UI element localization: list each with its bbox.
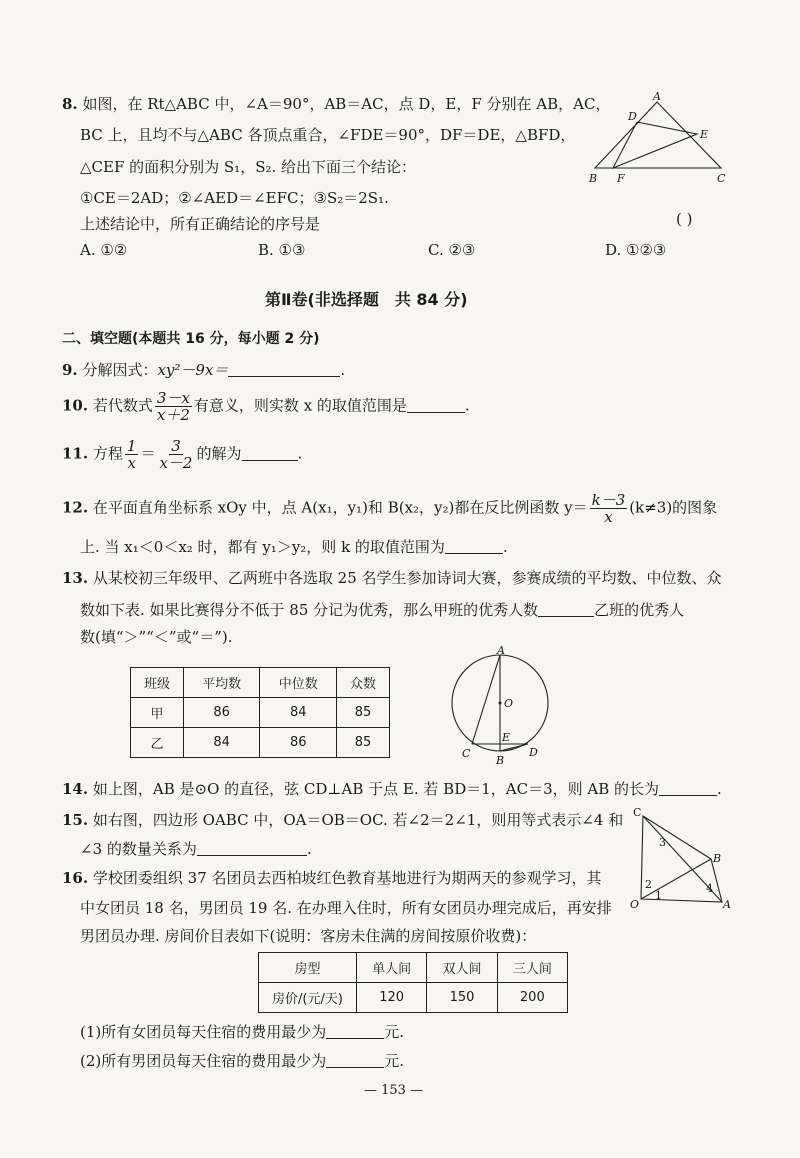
q8-triangle-figure	[585, 90, 735, 190]
q13-label-b: B	[496, 754, 505, 767]
table-row	[259, 953, 568, 983]
q13-label-e: E	[502, 731, 511, 744]
q16-line1: 16. 学校团委组织 37 名团员去西柏坡红色教育基地进行为期两天的参观学习，其	[62, 869, 602, 887]
page-number: — 153 —	[364, 1083, 424, 1098]
table-cell: 甲	[131, 698, 184, 728]
q15-angle-3: 3	[659, 836, 666, 849]
table-cell: 房价/(元/天)	[259, 983, 357, 1013]
table-cell: 85	[337, 698, 390, 728]
q16-line2: 中女团员 18 名，男团员 19 名. 在办理入住时，所有女团员办理完成后，再安排	[80, 899, 612, 917]
q15-line2: ∠3 的数量关系为 .	[80, 840, 312, 858]
table-cell: 200	[497, 983, 567, 1013]
q13-label-a: A	[497, 645, 505, 657]
q9-answer-blank[interactable]	[228, 362, 340, 377]
section-title: 第Ⅱ卷(非选择题 共 84 分)	[265, 290, 468, 309]
q8-line3: △CEF 的面积分别为 S₁，S₂. 给出下面三个结论：	[80, 158, 417, 176]
q8-label-e: E	[700, 128, 709, 141]
table-cell: 86	[260, 728, 337, 758]
q15-label-c: C	[633, 806, 642, 819]
q14: 14. 如上图，AB 是⊙O 的直径，弦 CD⊥AB 于点 E. 若 BD＝1，AC＝3，则 AB 的长为 .	[62, 780, 722, 798]
q14-answer-blank[interactable]	[659, 781, 717, 796]
q16-sub2: (2)所有男团员每天住宿的费用最少为 元.	[80, 1052, 405, 1070]
q15-line1: 15. 如右图，四边形 OABC 中，OA＝OB＝OC. 若∠2＝2∠1，则用等式表示∠4 和	[62, 811, 624, 829]
q13-line1: 13. 从某校初三年级甲、乙两班中各选取 25 名学生参加诗词大赛，参赛成绩的平均数、中位数、众	[62, 569, 722, 587]
q8-label-a: A	[653, 90, 661, 103]
q8-line1: 8. 如图，在 Rt△ABC 中，∠A＝90°，AB＝AC，点 D，E，F 分别在 AB，AC，	[62, 95, 611, 113]
table-row	[131, 668, 390, 698]
q8-conclusions: ①CE＝2AD；②∠AED＝∠EFC；③S₂＝2S₁.	[80, 189, 389, 207]
q8-answer-paren: ( )	[676, 210, 693, 228]
table-cell: 85	[337, 728, 390, 758]
table-header: 众数	[337, 668, 390, 698]
q15-label-a: A	[723, 898, 731, 911]
q8-option-a: A. ①②	[80, 241, 128, 259]
table-header: 房型	[259, 953, 357, 983]
q10-fraction: $\frac{3-x}{x+2}$	[156, 389, 190, 424]
q11-answer-blank[interactable]	[242, 446, 298, 461]
q9: 9. 分解因式：xy²－9x＝ .	[62, 361, 346, 379]
table-cell: 84	[183, 728, 260, 758]
q8-option-c: C. ②③	[428, 241, 476, 259]
q10-answer-blank[interactable]	[407, 398, 465, 413]
q11-fraction-right: $\frac{3}{x-2}$	[159, 437, 193, 472]
table-row	[131, 728, 390, 758]
q16-line3: 男团员办理. 房间价目表如下(说明：客房未住满的房间按原价收费)：	[80, 927, 537, 945]
q15-angle-4: 4	[706, 882, 713, 895]
q16-sub1-answer-blank[interactable]	[326, 1024, 384, 1039]
table-header: 班级	[131, 668, 184, 698]
q15-angle-1: 1	[655, 889, 662, 902]
q13-answer-blank[interactable]	[538, 602, 594, 617]
q8-question: 上述结论中，所有正确结论的序号是	[80, 215, 321, 233]
q12-line1: 12. 在平面直角坐标系 xOy 中，点 A(x₁，y₁)和 B(x₂，y₂)都在反比例函数 y＝ $\frac{k-3}{x}$ (k≠3)的图象	[62, 491, 718, 526]
q11-fraction-left: $\frac{1}{x}$	[126, 437, 137, 472]
q13-score-table	[130, 667, 390, 758]
q12-answer-blank[interactable]	[445, 539, 503, 554]
table-header: 双人间	[427, 953, 497, 983]
table-cell: 120	[357, 983, 427, 1013]
q15-angle-2: 2	[645, 878, 652, 891]
table-row	[259, 983, 568, 1013]
q11: 11. 方程 $\frac{1}{x}$ ＝ $\frac{3}{x-2}$ 的解为 .	[62, 437, 303, 472]
q8-label-f: F	[617, 172, 625, 185]
q12-fraction: $\frac{k-3}{x}$	[591, 491, 626, 526]
table-header: 三人间	[497, 953, 567, 983]
q8-option-b: B. ①③	[258, 241, 306, 259]
table-header: 单人间	[357, 953, 427, 983]
table-row	[131, 698, 390, 728]
q8-label-b: B	[589, 172, 598, 185]
q13-label-o: O	[504, 697, 514, 710]
q15-label-o: O	[630, 898, 640, 911]
q8-label-c: C	[717, 172, 726, 185]
table-header: 平均数	[183, 668, 260, 698]
q16-price-table	[258, 952, 568, 1013]
q8-line2: BC 上，且均不与△ABC 各顶点重合，∠FDE＝90°，DF＝DE，△BFD，	[80, 126, 576, 144]
q16-sub1: (1)所有女团员每天住宿的费用最少为 元.	[80, 1023, 405, 1041]
q15-label-b: B	[713, 852, 722, 865]
part2-heading: 二、填空题(本题共 16 分，每小题 2 分)	[62, 331, 320, 347]
q15-answer-blank[interactable]	[197, 841, 307, 856]
q13-label-c: C	[462, 747, 471, 760]
q13-line3: 数(填“＞”“＜”或“＝”).	[80, 628, 233, 646]
q10: 10. 若代数式 $\frac{3-x}{x+2}$ 有意义，则实数 x 的取值范围是 .	[62, 389, 470, 424]
q12-line2: 上. 当 x₁＜0＜x₂ 时，都有 y₁＞y₂，则 k 的取值范围为 .	[80, 538, 508, 556]
table-cell: 84	[260, 698, 337, 728]
q15-quadrilateral-figure	[625, 804, 735, 912]
table-cell: 86	[183, 698, 260, 728]
q13-circle-figure	[445, 645, 555, 770]
q13-line2: 数如下表. 如果比赛得分不低于 85 分记为优秀，那么甲班的优秀人数 乙班的优秀人	[80, 601, 685, 619]
q8-option-d: D. ①②③	[605, 241, 667, 259]
table-header: 中位数	[260, 668, 337, 698]
q13-label-d: D	[529, 746, 538, 759]
q8-label-d: D	[628, 110, 637, 123]
table-cell: 150	[427, 983, 497, 1013]
q16-sub2-answer-blank[interactable]	[326, 1053, 384, 1068]
table-cell: 乙	[131, 728, 184, 758]
